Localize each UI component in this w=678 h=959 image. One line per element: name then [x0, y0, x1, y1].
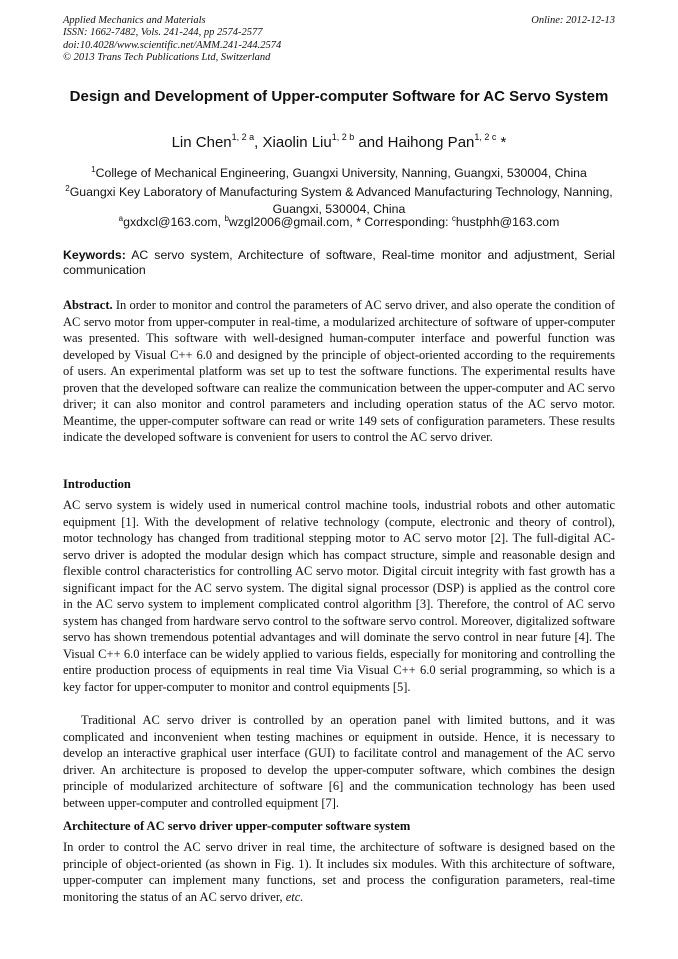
author-emails [63, 211, 615, 230]
author-name: Xiaolin Liu [262, 134, 332, 151]
introduction-paragraph-2-text: Traditional AC servo driver is controlled by an operation panel with limited buttons, and it was complicated and inconvenient when testing machines or equipment in outside. Hence, it is necessary to develop an interactive graphical user interface (GUI) to facilitate control and management of the AC servo driver. An architecture is proposed to develop the upper-computer software, which combines the design principle of modularized architecture of software [6] and the communication technology has been used between upper-computer and controlled equipment [7]. [63, 713, 615, 810]
affiliations [63, 162, 615, 217]
author-separator: , [254, 134, 263, 151]
email-b: wzgl2006@gmail.com, * Corresponding: [228, 215, 452, 229]
issn-line: ISSN: 1662-7482, Vols. 241-244, pp 2574-2577 [63, 27, 263, 39]
author-line [63, 127, 615, 153]
email-mark: a [118, 214, 124, 223]
architecture-heading: Architecture of AC servo driver upper-computer software system [63, 819, 411, 833]
architecture-paragraph-1 [63, 839, 615, 905]
keywords-label: Keywords: [63, 248, 126, 262]
affiliation-1 [63, 162, 615, 181]
copyright-line: © 2013 Trans Tech Publications Ltd, Switzerland [63, 51, 271, 63]
affiliation-text: College of Mechanical Engineering, Guangxi University, Nanning, Guangxi, 530004, China [95, 166, 587, 180]
introduction-paragraph-2 [63, 712, 615, 811]
journal-header [63, 15, 615, 64]
doi-line: doi:10.4028/www.scientific.net/AMM.241-244.2574 [63, 39, 282, 51]
author-name: Haihong Pan [387, 134, 475, 151]
affiliation-number: 1 [91, 165, 96, 174]
email-mark: b [224, 214, 229, 223]
paper-title: Design and Development of Upper-computer Software for AC Servo System [69, 88, 609, 105]
corresponding-author-mark: * [496, 134, 507, 151]
email-mark: c [451, 214, 456, 223]
journal-name: Applied Mechanics and Materials [63, 15, 206, 26]
online-date: Online: 2012-12-13 [531, 15, 615, 26]
architecture-paragraph-1-text: In order to control the AC servo driver in real time, the architecture of software is designed based on the principle of object-oriented (as shown in Fig. 1). It includes six modules. With this architecture of software, upper-computer can implement many functions, set and process the configuration parameters, real-time monitoring the status of an AC servo driver, [63, 840, 615, 904]
email-a: gxdxcl@163.com, [123, 215, 225, 229]
author-affiliation-mark: 1, 2 a [231, 132, 255, 142]
author-separator: and [354, 134, 388, 151]
keywords-text: AC servo system, Architecture of software, Real-time monitor and adjustment, Serial communication [63, 248, 615, 277]
abstract [63, 297, 615, 446]
author-affiliation-mark: 1, 2 c [474, 132, 497, 142]
etc-text: etc. [285, 889, 304, 904]
introduction-heading: Introduction [63, 477, 131, 491]
abstract-text: In order to monitor and control the parameters of AC servo driver, and also operate the condition of AC servo motor from upper-computer in real-time, a modularized architecture of software of upper-computer was presented. This software with well-designed human-computer interface and powerful function was developed by Visual C++ 6.0 and designed by the principle of object-oriented according to the requirements of users. An experimental platform was set up to test the software functions. The experimental results have proven that the developed software can realize the communication between the upper-computer and AC servo driver; it can also monitor and control parameters and including operation status of the AC servo motor. Meantime, the upper-computer software can read or write 149 sets of configuration parameters. These results indicate the developed software is convenient for users to control the AC servo driver. [63, 298, 615, 445]
author-name: Lin Chen [171, 134, 232, 151]
affiliation-number: 2 [65, 184, 70, 194]
keywords [63, 248, 615, 278]
affiliation-text: Guangxi Key Laboratory of Manufacturing System & Advanced Manufacturing Technology, Nanning, Guangxi, 530004, China [69, 185, 613, 216]
abstract-label: Abstract. [63, 298, 113, 312]
email-c: hustphh@163.com [455, 215, 560, 229]
introduction-paragraph-1: AC servo system is widely used in numerical control machine tools, industrial robots and other automatic equipment [1]. With the development of relative technology (compute, electronic and theory of control), motor technology has changed from traditional stepping motor to AC servo motor [2]. The full-digital AC-servo driver is adopted the modular design which has compact structure, simple and reasonable design and flexible control characteristics for controlling AC servo motor. Digital circuit integrity with fast growth has a significant impact for the AC servo system. The digital signal processor (DSP) is applied as the control core in the AC servo system to implement complicated control algorithm [3]. Therefore, the control of AC servo system has changed from hardware servo control to the software servo control. Moreover, digitalized software servo has shown tremendous potential advantages and will dominate the servo control in near future [4]. The Visual C++ 6.0 interface can be widely applied to various fields, especially for monitoring and controlling the entire production process of equipments in real time Via Visual C++ 6.0 serial programming, so which is a key factor for upper-computer to monitor and control equipments [5]. [63, 498, 615, 695]
author-affiliation-mark: 1, 2 b [331, 132, 355, 142]
